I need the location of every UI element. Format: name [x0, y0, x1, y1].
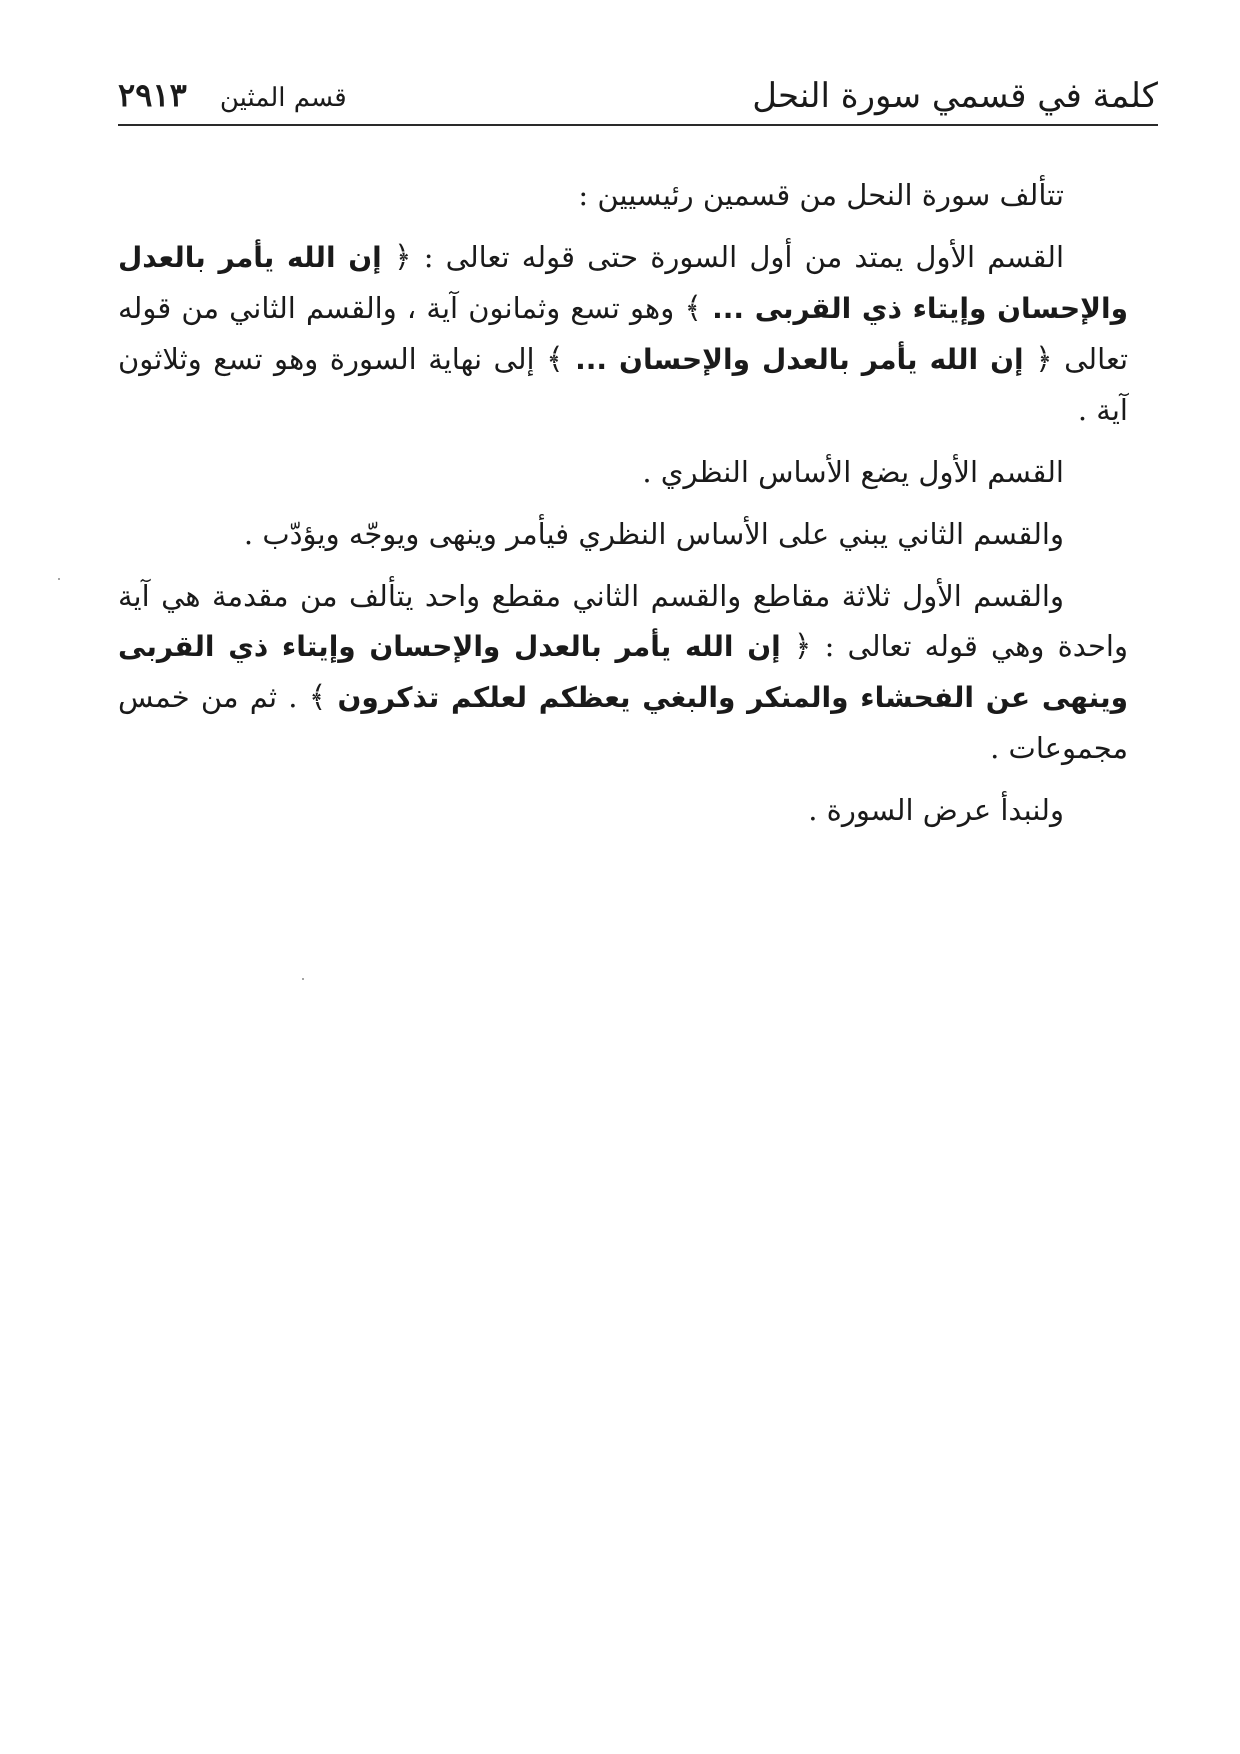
running-header — [118, 70, 1158, 130]
paragraph-2-text-a: القسم الأول يمتد من أول السورة حتى قوله تعالى : — [411, 240, 1065, 274]
quran-open-ornament: ﴿ — [393, 240, 412, 275]
paragraph-3 — [118, 447, 1128, 497]
scan-speck — [302, 978, 304, 980]
paragraph-5-text-b: . ثم من خمس مجموعات . — [118, 680, 1128, 765]
quran-close-ornament: ﴾ — [546, 342, 564, 377]
paragraph-4 — [118, 509, 1128, 559]
paragraph-6 — [118, 785, 1128, 835]
header-left-group — [118, 76, 347, 114]
scan-speck — [58, 578, 60, 580]
quran-quote: إن الله يأمر بالعدل والإحسان وإيتاء ذي القربى ... — [118, 241, 1129, 325]
quran-close-ornament: ﴾ — [684, 291, 702, 326]
quran-close-ornament: ﴾ — [308, 680, 327, 715]
paragraph-5-text-a: والقسم الأول ثلاثة مقاطع والقسم الثاني مقطع واحد يتألف من مقدمة هي آية واحدة وهي قوله تعالى : — [118, 579, 1128, 663]
paragraph-2-text-c: إلى نهاية السورة وهو تسع وثلاثون آية . — [118, 342, 1128, 427]
paragraph-6-text: ولنبدأ عرض السورة . — [808, 793, 1064, 827]
paragraph-4-text: والقسم الثاني يبني على الأساس النظري فيأمر وينهى ويوجّه ويؤدّب . — [243, 517, 1064, 551]
paragraph-3-text: القسم الأول يضع الأساس النظري . — [642, 455, 1064, 489]
page-number: ٢٩١٣ — [118, 76, 187, 114]
body-text — [118, 170, 1128, 847]
header-rule — [118, 124, 1158, 126]
paragraph-1-text: تتألف سورة النحل من قسمين رئيسيين : — [578, 178, 1064, 212]
paragraph-2 — [118, 232, 1128, 435]
quran-open-ornament: ﴿ — [1035, 342, 1053, 377]
quran-open-ornament: ﴿ — [793, 629, 812, 664]
paragraph-1 — [118, 170, 1128, 220]
header-title: كلمة في قسمي سورة النحل — [752, 76, 1158, 116]
paragraph-5 — [118, 571, 1128, 773]
quran-quote: إن الله يأمر بالعدل والإحسان وإيتاء ذي القربى وينهى عن الفحشاء والمنكر والبغي يعظكم لعلكم تذكرون — [118, 630, 1128, 714]
header-section-label: قسم المثين — [219, 83, 347, 113]
paragraph-2-text-b: وهو تسع وثمانون آية ، والقسم الثاني من قوله تعالى — [118, 291, 1129, 376]
quran-quote: إن الله يأمر بالعدل والإحسان ... — [575, 343, 1024, 376]
